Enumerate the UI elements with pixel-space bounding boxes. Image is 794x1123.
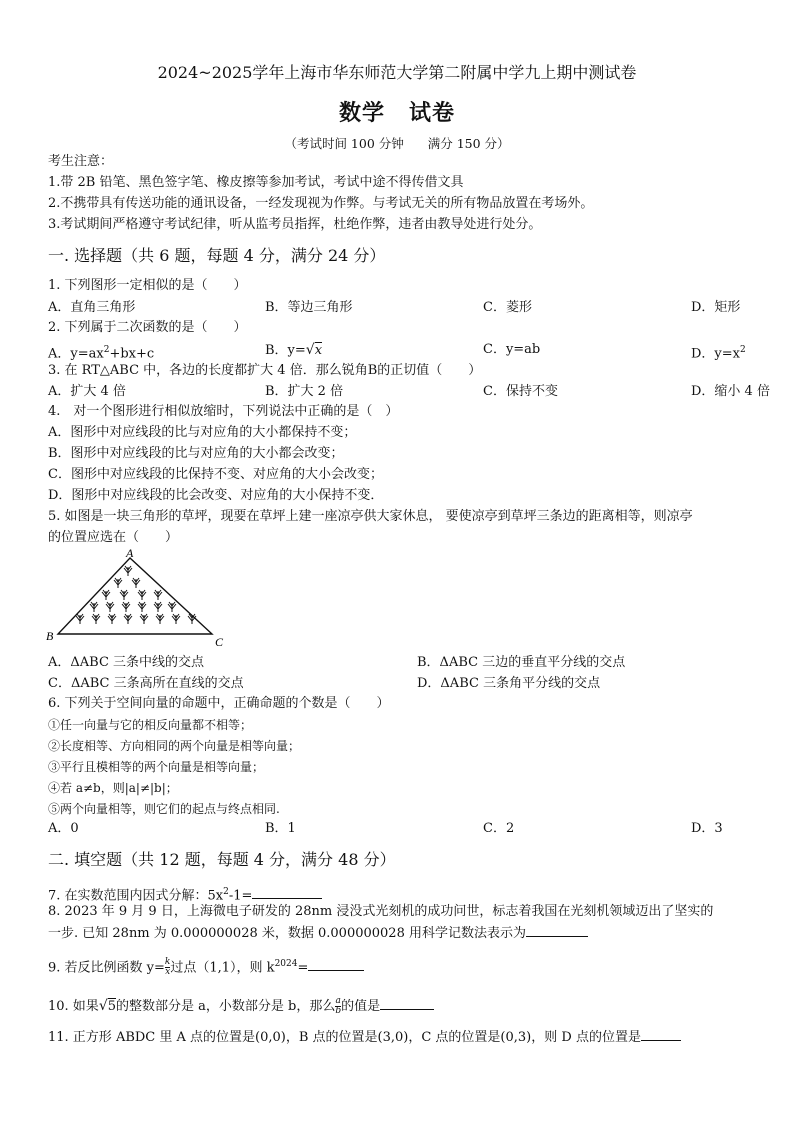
paper-label: 试卷 <box>409 100 456 126</box>
q11-answer-blank[interactable] <box>641 1028 681 1041</box>
section-1-title: 一. 选择题（共 6 题，每题 4 分，满分 24 分） <box>48 246 386 265</box>
q4-option-a: A．图形中对应线段的比与对应角的大小都保持不变； <box>48 425 357 440</box>
q10-text: 10. 如果√5的整数部分是 a，小数部分是 b，那么 $\frac{a}{b}$ 的值是 <box>48 997 434 1016</box>
q2-stem: 2. 下列属于二次函数的是（ ） <box>48 320 247 335</box>
q8-line2: 一步. 已知 28nm 为 0.000000028 米，数据 0.000000028 用科学记数法表示为 <box>48 924 588 943</box>
note-item-2: 2.不携带具有传送功能的通讯设备，一经发现视为作弊。与考试无关的所有物品放置在考场外。 <box>48 196 594 211</box>
grass-tuft-icon <box>138 602 146 612</box>
q4-option-b: B．图形中对应线段的比与对应角的大小都会改变； <box>48 446 344 461</box>
grass-tuft-icon <box>106 602 114 612</box>
q1-option-b: B．等边三角形 <box>265 300 353 315</box>
q11-text: 11. 正方形 ABDC 里 A 点的位置是(0,0)，B 点的位置是(3,0)，C 点的位置是(0,3)，则 D 点的位置是 <box>48 1028 681 1047</box>
grass-tuft-icon <box>156 614 164 624</box>
grass-tuft-icon <box>154 602 162 612</box>
exam-time-info <box>0 134 794 152</box>
q5-option-c: C．ΔABC 三条高所在直线的交点 <box>48 676 244 691</box>
q6-stem: 6. 下列关于空间向量的命题中，正确命题的个数是（ ） <box>48 696 390 711</box>
q6-statement-3: ③平行且模相等的两个向量是相等向量； <box>48 760 265 774</box>
q3-option-b: B．扩大 2 倍 <box>265 384 344 399</box>
grass-tuft-icon <box>120 590 128 600</box>
q3-option-c: C．保持不变 <box>483 384 558 399</box>
q1-option-a: A．直角三角形 <box>48 300 136 315</box>
q6-option-d: D．3 <box>691 821 723 836</box>
grass-tuft-icon <box>108 614 116 624</box>
q5-option-a: A．ΔABC 三条中线的交点 <box>48 655 205 670</box>
q5-stem-line1: 5. 如图是一块三角形的草坪，现要在草坪上建一座凉亭供大家休息， 要使凉亭到草坪三条边的距离相等，则凉亭 <box>48 509 693 524</box>
q9-answer-blank[interactable] <box>308 958 364 971</box>
q1-option-c: C．菱形 <box>483 300 532 315</box>
grass-tuft-icon <box>92 614 100 624</box>
grass-tuft-icon <box>138 590 146 600</box>
q6-option-c: C．2 <box>483 821 515 836</box>
grass-tuft-icon <box>102 590 110 600</box>
q6-statement-4: ④若 a≠b，则|a|≠|b|； <box>48 781 178 795</box>
q5-option-d: D．ΔABC 三条角平分线的交点 <box>417 676 601 691</box>
q8-answer-blank[interactable] <box>526 924 588 937</box>
q6-option-b: B．1 <box>265 821 296 836</box>
subject-heading <box>0 96 794 127</box>
q3-option-a: A．扩大 4 倍 <box>48 384 126 399</box>
q10-answer-blank[interactable] <box>380 997 434 1010</box>
q3-option-d: D．缩小 4 倍 <box>691 384 770 399</box>
q4-stem: 4. 对一个图形进行相似放缩时，下列说法中正确的是（ ） <box>48 404 399 419</box>
q2-option-a: A．$y=ax^2+bx+c$ <box>48 345 155 362</box>
subject-name: 数学 <box>338 100 385 126</box>
q2-option-c: C．y=ab <box>483 342 541 357</box>
q6-option-a: A．0 <box>48 821 79 836</box>
grass-tuft-icon <box>154 590 162 600</box>
q4-option-c: C．图形中对应线段的比保持不变、对应角的大小会改变； <box>48 467 383 482</box>
grass-tuft-icon <box>90 602 98 612</box>
grass-tuft-icon <box>140 614 148 624</box>
triangle-diagram <box>44 548 234 650</box>
q2-option-d: D．$y=x^2$ <box>691 345 746 362</box>
notes-heading: 考生注意： <box>48 154 114 169</box>
q6-statement-5: ⑤两个向量相等，则它们的起点与终点相同. <box>48 802 280 816</box>
triangle-vertex-c: C <box>215 635 224 649</box>
q5-option-b: B．ΔABC 三边的垂直平分线的交点 <box>417 655 626 670</box>
grass-tuft-icon <box>114 578 122 588</box>
q4-option-d: D．图形中对应线段的比会改变、对应角的大小保持不变． <box>48 488 384 503</box>
exam-full-score: 满分 150 分） <box>427 136 510 151</box>
grass-tuft-icon <box>124 614 132 624</box>
q9-text: 9. 若反比例函数 y= $\frac{k}{x}$ 过点（1,1），则 $k^{2024}=$ <box>48 955 364 977</box>
q7-text: 7. 在实数范围内因式分解：$5x^2-1=$ <box>48 883 322 905</box>
exam-duration: （考试时间 100 分钟 <box>284 136 404 151</box>
q6-statement-2: ②长度相等、方向相同的两个向量是相等向量； <box>48 739 301 753</box>
note-item-1: 1.带 2B 铅笔、黑色签字笔、橡皮擦等参加考试，考试中途不得传借文具 <box>48 175 464 190</box>
triangle-vertex-b: B <box>46 629 54 643</box>
q8-line1: 8. 2023 年 9 月 9 日，上海微电子研发的 28nm 浸没式光刻机的成功问世，标志着我国在光刻机领域迈出了坚实的 <box>48 904 714 919</box>
note-item-3: 3.考试期间严格遵守考试纪律，听从监考员指挥，杜绝作弊，违者由教导处进行处分。 <box>48 217 542 232</box>
lawn-triangle-figure <box>44 548 234 654</box>
q1-option-d: D．矩形 <box>691 300 741 315</box>
q2-option-b: B．y=√x <box>265 342 323 358</box>
section-2-title: 二. 填空题（共 12 题，每题 4 分，满分 48 分） <box>48 850 396 869</box>
q1-stem: 1. 下列图形一定相似的是（ ） <box>48 278 247 293</box>
q3-stem: 3. 在 RT△ABC 中，各边的长度都扩大 4 倍．那么锐角B的正切值（ ） <box>48 363 482 378</box>
grass-tuft-icon <box>76 614 84 624</box>
grass-tuft-icon <box>168 602 176 612</box>
q7-answer-blank[interactable] <box>252 886 322 899</box>
grass-tuft-icon <box>132 578 140 588</box>
grass-tuft-icon <box>124 566 132 576</box>
exam-title: 2024~2025学年上海市华东师范大学第二附属中学九上期中测试卷 <box>157 63 637 82</box>
grass-tuft-icon <box>122 602 130 612</box>
q6-statement-1: ①任一向量与它的相反向量都不相等； <box>48 718 253 732</box>
grass-tuft-icon <box>172 614 180 624</box>
q5-stem-line2: 的位置应选在（ ） <box>48 530 179 545</box>
triangle-vertex-a: A <box>126 548 134 560</box>
